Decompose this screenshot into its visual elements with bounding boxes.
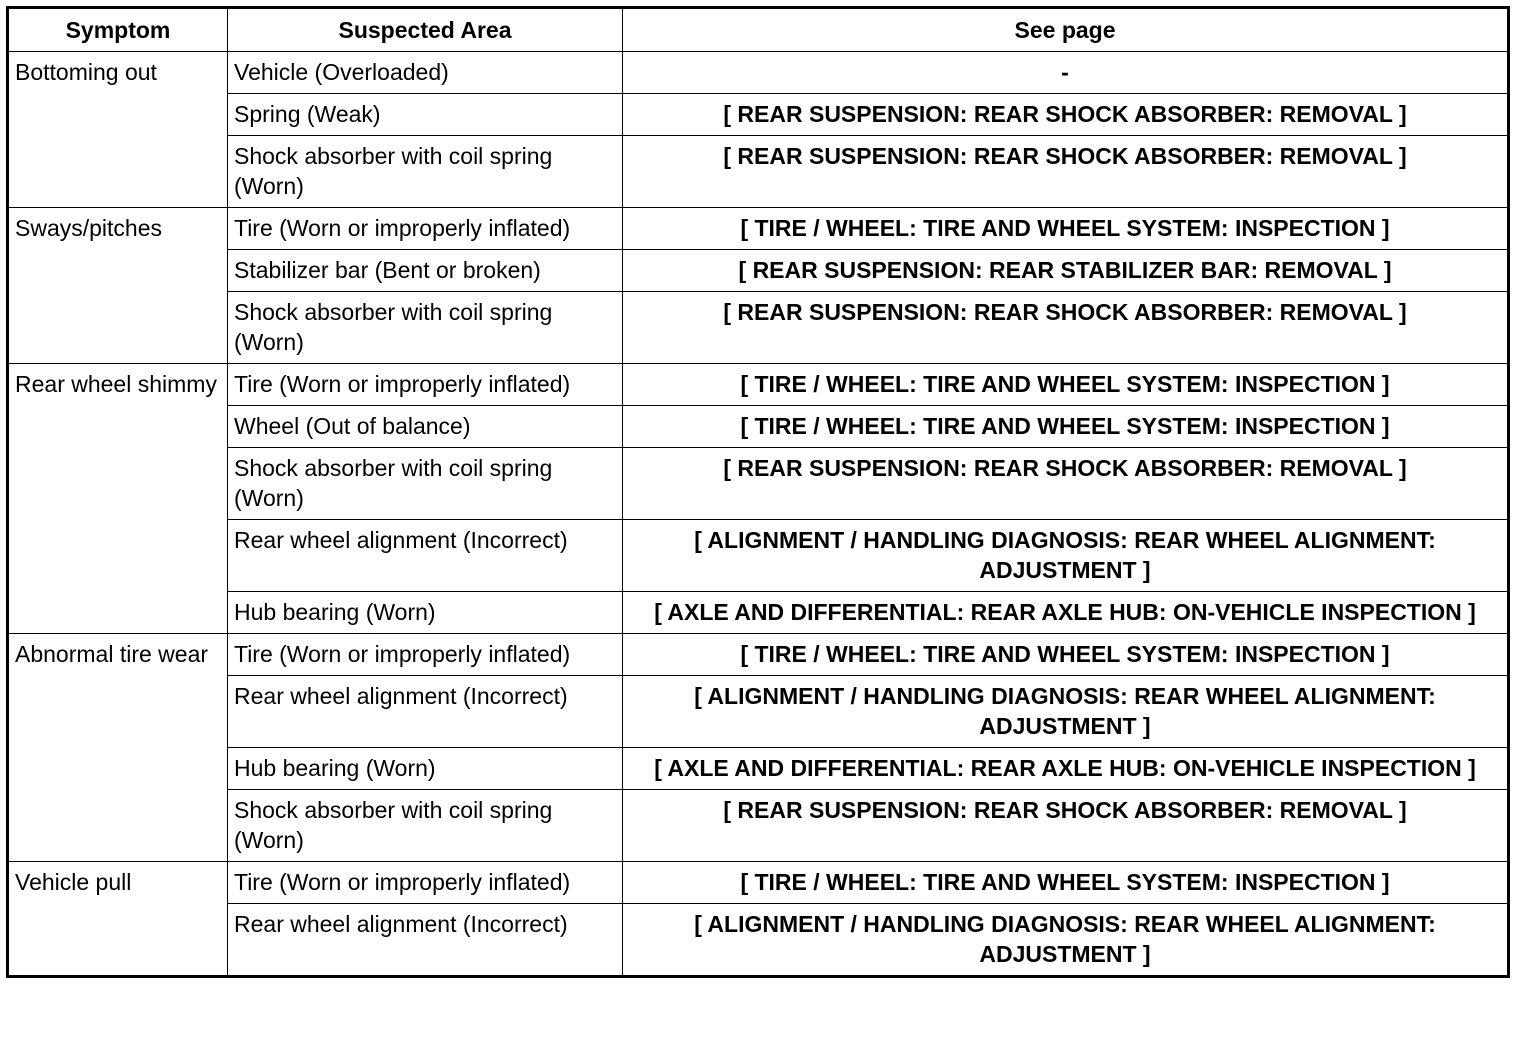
symptom-cell: Rear wheel shimmy: [8, 364, 228, 634]
table-body: [8, 52, 1509, 977]
table-row: [8, 790, 1509, 862]
suspected-area-cell: Rear wheel alignment (Incorrect): [228, 676, 623, 748]
symptom-cell: Bottoming out: [8, 52, 228, 208]
see-page-link[interactable]: [ REAR SUSPENSION: REAR SHOCK ABSORBER: REMOVAL ]: [623, 136, 1509, 208]
table-row: [8, 406, 1509, 448]
table-row: [8, 748, 1509, 790]
see-page-link[interactable]: [ TIRE / WHEEL: TIRE AND WHEEL SYSTEM: INSPECTION ]: [623, 634, 1509, 676]
suspected-area-cell: Tire (Worn or improperly inflated): [228, 862, 623, 904]
table-row: [8, 448, 1509, 520]
suspected-area-cell: Hub bearing (Worn): [228, 748, 623, 790]
see-page-link[interactable]: [ ALIGNMENT / HANDLING DIAGNOSIS: REAR WHEEL ALIGNMENT: ADJUSTMENT ]: [623, 676, 1509, 748]
suspected-area-cell: Shock absorber with coil spring (Worn): [228, 136, 623, 208]
table-row: [8, 904, 1509, 977]
see-page-link[interactable]: [ ALIGNMENT / HANDLING DIAGNOSIS: REAR WHEEL ALIGNMENT: ADJUSTMENT ]: [623, 904, 1509, 977]
see-page-link[interactable]: [ TIRE / WHEEL: TIRE AND WHEEL SYSTEM: INSPECTION ]: [623, 364, 1509, 406]
suspected-area-cell: Tire (Worn or improperly inflated): [228, 364, 623, 406]
diagnosis-table: [6, 6, 1510, 978]
table-row: [8, 862, 1509, 904]
header-suspected-area: Suspected Area: [228, 8, 623, 52]
symptom-cell: Abnormal tire wear: [8, 634, 228, 862]
table-row: [8, 634, 1509, 676]
table-row: [8, 292, 1509, 364]
suspected-area-cell: Spring (Weak): [228, 94, 623, 136]
symptom-cell: Vehicle pull: [8, 862, 228, 977]
table-row: [8, 364, 1509, 406]
suspected-area-cell: Shock absorber with coil spring (Worn): [228, 448, 623, 520]
suspected-area-cell: Tire (Worn or improperly inflated): [228, 634, 623, 676]
header-see-page: See page: [623, 8, 1509, 52]
table-row: [8, 592, 1509, 634]
symptom-cell: Sways/pitches: [8, 208, 228, 364]
suspected-area-cell: Shock absorber with coil spring (Worn): [228, 292, 623, 364]
see-page-link[interactable]: [ AXLE AND DIFFERENTIAL: REAR AXLE HUB: ON-VEHICLE INSPECTION ]: [623, 592, 1509, 634]
see-page-link: -: [623, 52, 1509, 94]
see-page-link[interactable]: [ REAR SUSPENSION: REAR SHOCK ABSORBER: REMOVAL ]: [623, 790, 1509, 862]
table-row: [8, 94, 1509, 136]
suspected-area-cell: Rear wheel alignment (Incorrect): [228, 904, 623, 977]
table-row: [8, 52, 1509, 94]
see-page-link[interactable]: [ TIRE / WHEEL: TIRE AND WHEEL SYSTEM: INSPECTION ]: [623, 208, 1509, 250]
table-row: [8, 208, 1509, 250]
table-row: [8, 676, 1509, 748]
see-page-link[interactable]: [ TIRE / WHEEL: TIRE AND WHEEL SYSTEM: INSPECTION ]: [623, 406, 1509, 448]
suspected-area-cell: Shock absorber with coil spring (Worn): [228, 790, 623, 862]
header-row: [8, 8, 1509, 52]
see-page-link[interactable]: [ ALIGNMENT / HANDLING DIAGNOSIS: REAR WHEEL ALIGNMENT: ADJUSTMENT ]: [623, 520, 1509, 592]
table-row: [8, 520, 1509, 592]
suspected-area-cell: Wheel (Out of balance): [228, 406, 623, 448]
see-page-link[interactable]: [ REAR SUSPENSION: REAR STABILIZER BAR: REMOVAL ]: [623, 250, 1509, 292]
table-row: [8, 250, 1509, 292]
see-page-link[interactable]: [ TIRE / WHEEL: TIRE AND WHEEL SYSTEM: INSPECTION ]: [623, 862, 1509, 904]
see-page-link[interactable]: [ REAR SUSPENSION: REAR SHOCK ABSORBER: REMOVAL ]: [623, 292, 1509, 364]
suspected-area-cell: Stabilizer bar (Bent or broken): [228, 250, 623, 292]
see-page-link[interactable]: [ REAR SUSPENSION: REAR SHOCK ABSORBER: REMOVAL ]: [623, 448, 1509, 520]
see-page-link[interactable]: [ AXLE AND DIFFERENTIAL: REAR AXLE HUB: ON-VEHICLE INSPECTION ]: [623, 748, 1509, 790]
suspected-area-cell: Hub bearing (Worn): [228, 592, 623, 634]
table-row: [8, 136, 1509, 208]
suspected-area-cell: Rear wheel alignment (Incorrect): [228, 520, 623, 592]
see-page-link[interactable]: [ REAR SUSPENSION: REAR SHOCK ABSORBER: REMOVAL ]: [623, 94, 1509, 136]
header-symptom: Symptom: [8, 8, 228, 52]
suspected-area-cell: Vehicle (Overloaded): [228, 52, 623, 94]
suspected-area-cell: Tire (Worn or improperly inflated): [228, 208, 623, 250]
